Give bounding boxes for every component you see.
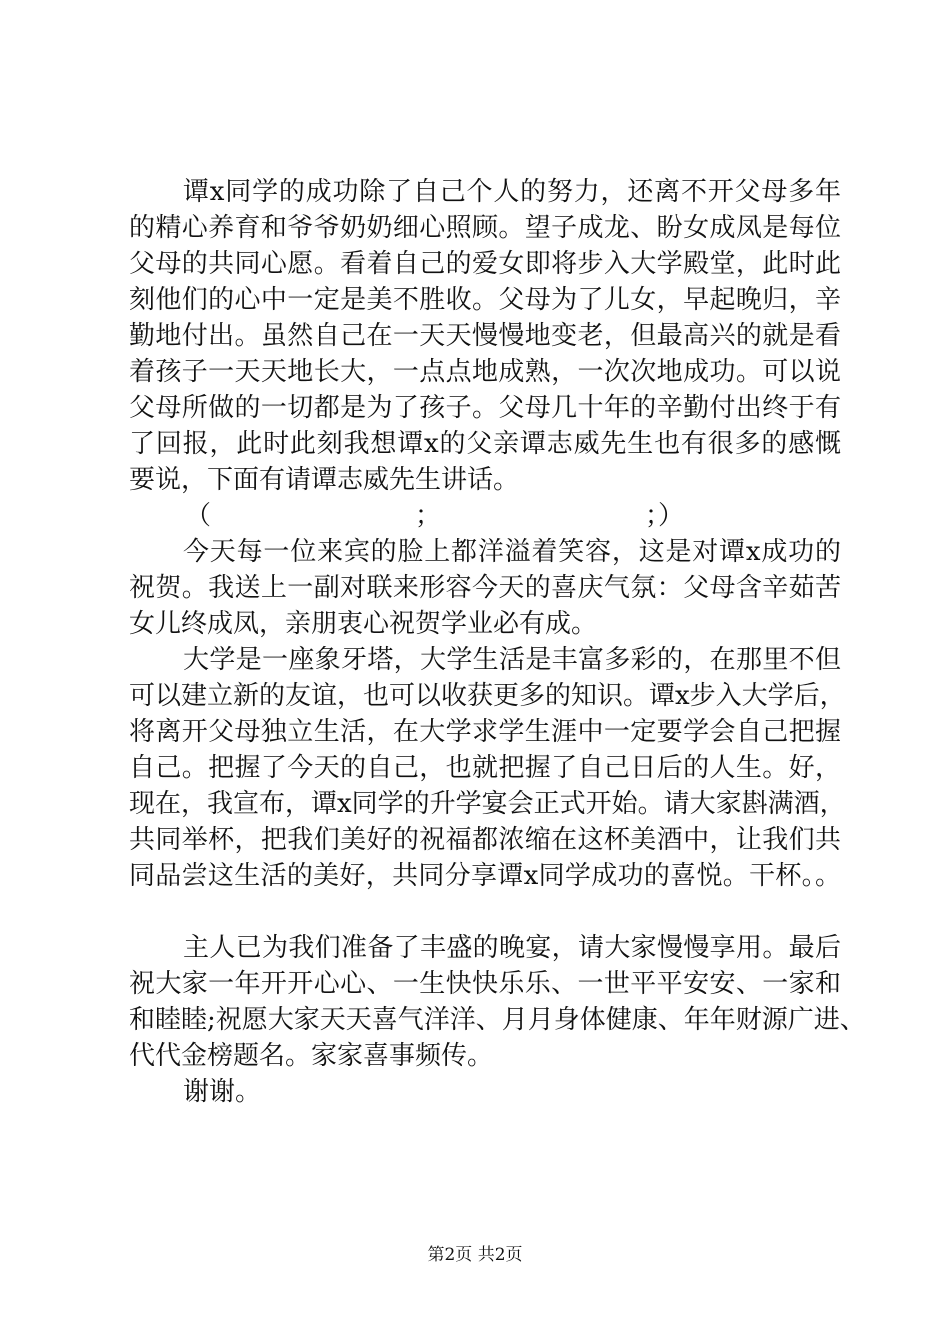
stage-direction-parentheses [129, 498, 841, 534]
paragraph-line: 同品尝这生活的美好，共同分享谭x同学成功的喜悦。干杯。。 [129, 861, 841, 891]
paragraph-line: 祝贺。我送上一副对联来形容今天的喜庆气氛：父母含辛茹苦 [129, 573, 841, 603]
paragraph-line: 要说，下面有请谭志威先生讲话。 [129, 465, 520, 495]
paragraph-4 [129, 930, 866, 1074]
paragraph-line: 和睦睦;祝愿大家天天喜气洋洋、月月身体健康、年年财源广进、 [129, 1005, 866, 1035]
paragraph-line: 勤地付出。虽然自己在一天天慢慢地变老，但最高兴的就是看 [129, 321, 841, 351]
paragraph-line: 父母的共同心愿。看着自己的爱女即将步入大学殿堂，此时此 [129, 249, 841, 279]
semicolon-close-paren: ；） [645, 501, 685, 531]
paragraph-2 [129, 534, 841, 642]
semicolon: ； [415, 501, 442, 531]
paragraph-line: 将离开父母独立生活，在大学求学生涯中一定要学会自己把握 [129, 717, 841, 747]
paragraph-line: 父母所做的一切都是为了孩子。父母几十年的辛勤付出终于有 [129, 393, 841, 423]
paragraph-line: 主人已为我们准备了丰盛的晚宴，请大家慢慢享用。最后 [183, 933, 841, 963]
document-body [129, 174, 866, 1110]
paragraph-line: 代代金榜题名。家家喜事频传。 [129, 1041, 494, 1071]
paragraph-line: 了回报，此时此刻我想谭x的父亲谭志威先生也有很多的感慨 [129, 429, 841, 459]
paragraph-line: 现在，我宣布，谭x同学的升学宴会正式开始。请大家斟满酒， [129, 789, 846, 819]
paragraph-line: 谭x同学的成功除了自己个人的努力，还离不开父母多年 [183, 177, 841, 207]
paragraph-line: 大学是一座象牙塔，大学生活是丰富多彩的，在那里不但 [183, 645, 841, 675]
paragraph-line: 可以建立新的友谊，也可以收获更多的知识。谭x步入大学后， [129, 681, 846, 711]
paragraph-line: 自己。把握了今天的自己，也就把握了自己日后的人生。好， [129, 753, 841, 783]
paragraph-line: 刻他们的心中一定是美不胜收。父母为了儿女，早起晚归，辛 [129, 285, 841, 315]
paragraph-line: 的精心养育和爷爷奶奶细心照顾。望子成龙、盼女成凤是每位 [129, 213, 841, 243]
paragraph-1 [129, 174, 841, 498]
paragraph-line: 女儿终成凤，亲朋衷心祝贺学业必有成。 [129, 609, 598, 639]
open-paren: （ [185, 501, 212, 531]
paragraph-3 [129, 642, 846, 894]
page-footer: 第2页 共2页 [427, 1245, 523, 1265]
blank-line [129, 894, 841, 930]
paragraph-line: 着孩子一天天地长大，一点点地成熟，一次次地成功。可以说 [129, 357, 841, 387]
paragraph-line: 共同举杯，把我们美好的祝福都浓缩在这杯美酒中，让我们共 [129, 825, 841, 855]
paragraph-line: 祝大家一年开开心心、一生快快乐乐、一世平平安安、一家和 [129, 969, 841, 999]
paragraph-line: 今天每一位来宾的脸上都洋溢着笑容，这是对谭x成功的 [183, 537, 841, 567]
closing-thanks: 谢谢。 [183, 1077, 262, 1107]
